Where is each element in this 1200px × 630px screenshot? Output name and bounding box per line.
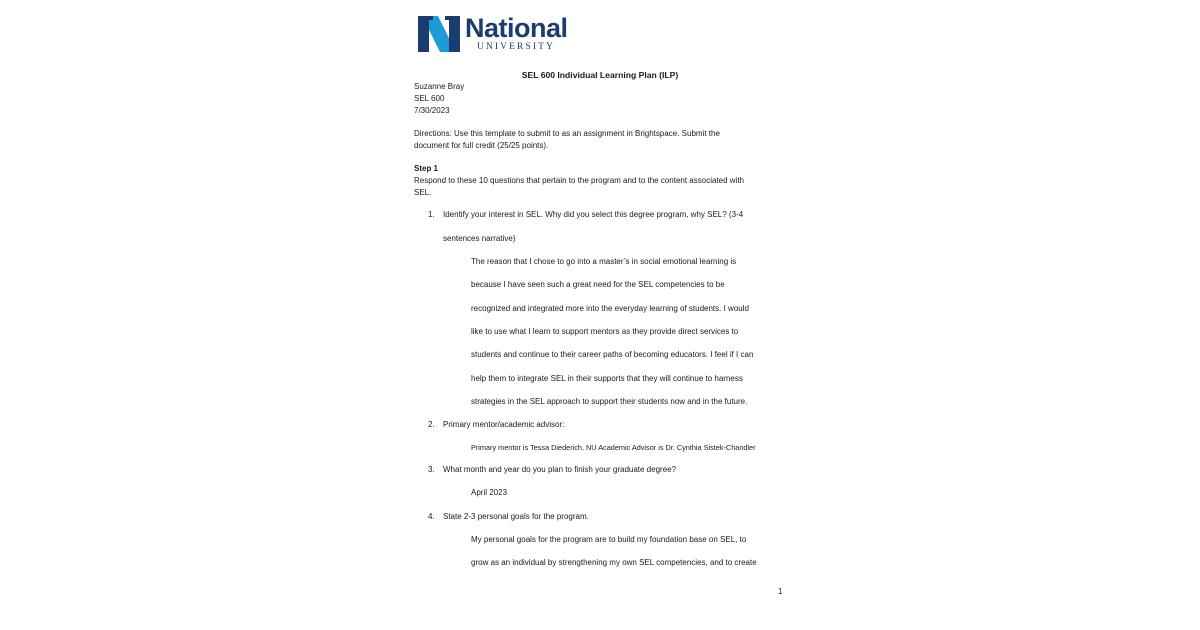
nu-emblem-icon bbox=[418, 16, 460, 52]
question-3-text: What month and year do you plan to finish your graduate degree? bbox=[443, 465, 677, 474]
answer-1-line: help them to integrate SEL in their supports that they will continue to harness bbox=[471, 374, 743, 383]
answer-1-line: recognized and integrated more into the everyday learning of students. I would bbox=[471, 304, 749, 313]
national-university-logo bbox=[418, 13, 568, 52]
question-1-line-1: Identify your interest in SEL. Why did you select this degree program, why SEL? (3-4 bbox=[443, 210, 744, 219]
course-code: SEL 600 bbox=[414, 94, 445, 103]
step-heading: Step 1 bbox=[414, 164, 439, 173]
document-title: SEL 600 Individual Learning Plan (ILP) bbox=[521, 70, 679, 80]
page-number: 1 bbox=[778, 587, 783, 596]
document-date: 7/30/2023 bbox=[414, 106, 450, 115]
question-2-text: Primary mentor/academic advisor: bbox=[443, 420, 565, 429]
directions-line-1: Directions: Use this template to submit to as an assignment in Brightspace. Submit the bbox=[414, 129, 720, 138]
answer-2-text: Primary mentor is Tessa Diederich, NU Academic Advisor is Dr. Cynthia Sistek-Chandler bbox=[471, 443, 756, 452]
answer-4-line: My personal goals for the program are to build my foundation base on SEL, to bbox=[471, 535, 747, 544]
answer-1-line: students and continue to their career paths of becoming educators. I feel if I can bbox=[471, 350, 754, 359]
answer-1-line: like to use what I learn to support mentors as they provide direct services to bbox=[471, 327, 739, 336]
step-text-line-2: SEL. bbox=[414, 188, 432, 197]
answer-1-line: strategies in the SEL approach to support their students now and in the future. bbox=[471, 397, 748, 406]
question-number: 4. bbox=[428, 512, 435, 521]
answer-1-line: because I have seen such a great need for the SEL competencies to be bbox=[471, 280, 725, 289]
question-number: 2. bbox=[428, 420, 435, 429]
step-text-line-1: Respond to these 10 questions that pertain to the program and to the content associated with bbox=[414, 176, 744, 185]
question-4-text: State 2-3 personal goals for the program. bbox=[443, 512, 589, 521]
student-name: Suzanne Bray bbox=[414, 82, 465, 91]
directions-line-2: document for full credit (25/25 points). bbox=[414, 141, 549, 150]
answer-1-line: The reason that I chose to go into a master’s in social emotional learning is bbox=[471, 257, 737, 266]
logo-subtitle: UNIVERSITY bbox=[477, 42, 555, 52]
question-number: 1. bbox=[428, 210, 435, 219]
logo-name: National bbox=[465, 13, 568, 43]
answer-4-line: grow as an individual by strengthening my own SEL competencies, and to create bbox=[471, 558, 757, 567]
answer-3-text: April 2023 bbox=[471, 488, 508, 497]
question-number: 3. bbox=[428, 465, 435, 474]
question-1-line-2: sentences narrative) bbox=[443, 234, 516, 243]
